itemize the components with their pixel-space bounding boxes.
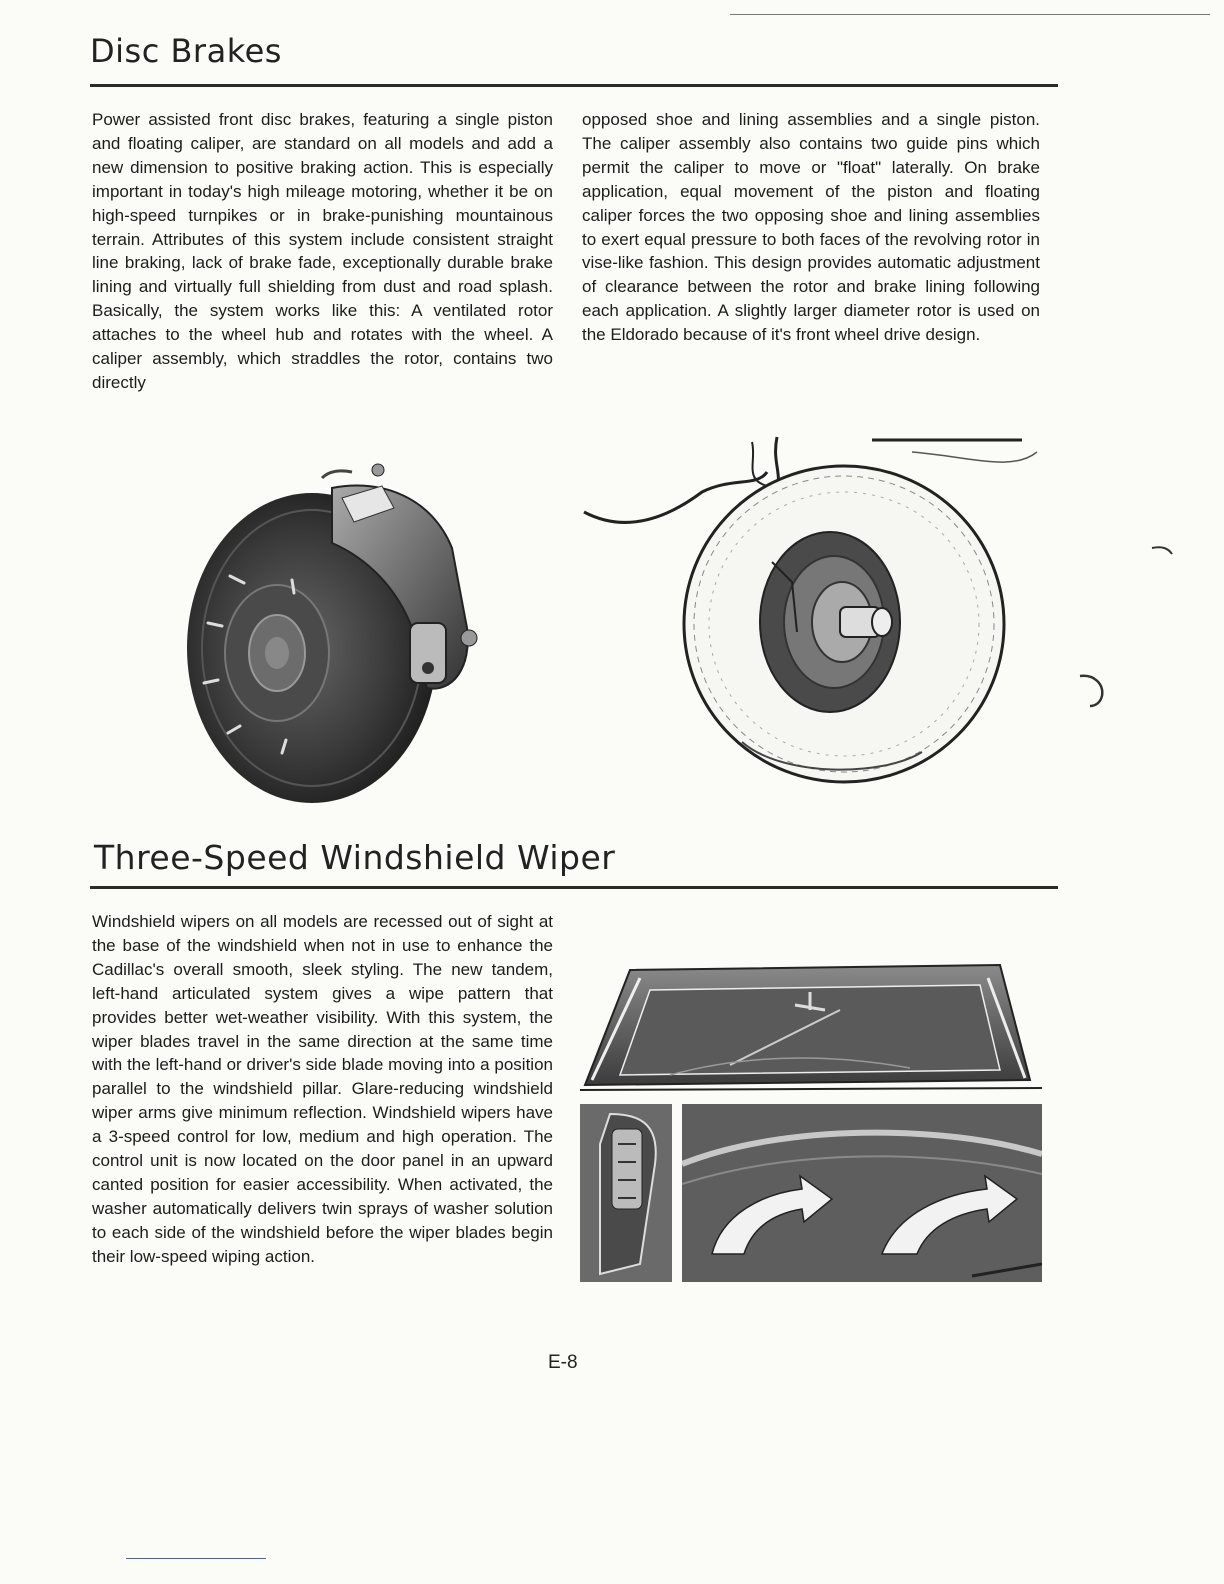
windshield-wiper-photo: [580, 950, 1042, 1098]
scan-mark: [1076, 670, 1116, 710]
section-rule: [90, 886, 1058, 889]
scan-mark: [1150, 540, 1180, 570]
section-rule: [90, 84, 1058, 87]
wiper-heading: Three-Speed Windshield Wiper: [94, 838, 616, 877]
page-number: E-8: [548, 1352, 578, 1373]
scan-edge-line: [126, 1558, 266, 1559]
disc-brakes-text-right: opposed shoe and lining assemblies and a single piston. The caliper assembly also contains two guide pins which permit the caliper to move or "float" laterally. On brake application, equal movement of the piston and floating caliper forces the two opposing shoe and lining assemblies to exert equal pressure to both faces of the revolving rotor in vise-like fashion. This design provides automatic adjustment of clearance between the rotor and brake lining following each application. A slightly larger diameter rotor is used on the Eldorado because of it's front wheel drive design.: [582, 110, 1040, 345]
wipe-pattern-arrows-photo: [682, 1104, 1042, 1282]
wiper-text: Windshield wipers on all models are recessed out of sight at the base of the windshield when not in use to enhance the Cadillac's overall smooth, sleek styling. The new tandem, left-hand articulated system gives a wipe pattern that provides better wet-weather visibility. With this system, the wiper blades travel in the same direction at the same time with the left-hand or driver's side blade moving into a position parallel to the windshield pillar. Glare-reducing windshield wiper arms give minimum reflection. Windshield wipers have a 3-speed control for low, medium and high operation. The control unit is now located on the door panel in an upward canted position for easier accessibility. When activated, the washer automatically delivers twin sprays of washer solution to each side of the windshield before the wiper blades begin their low-speed wiping action.: [92, 912, 553, 1266]
door-panel-wiper-control-photo: [580, 1104, 672, 1282]
scan-edge-line: [730, 14, 1210, 15]
disc-brakes-text-left: Power assisted front disc brakes, featuring a single piston and floating caliper, are standard on all models and add a new dimension to positive braking action. This is especially important in today's high mileage motoring, whether it be on high-speed turnpikes or in brake-punishing mountainous terrain. Attributes of this system include consistent straight line braking, lack of brake fade, exceptionally durable brake lining and virtually full shielding from dust and road splash. Basically, the system works like this: A ventilated rotor attaches to the wheel hub and rotates with the wheel. A caliper assembly, which straddles the rotor, contains two directly: [92, 110, 553, 392]
disc-brake-caliper-photo: [182, 448, 482, 808]
wheel-disc-brake-illustration: [582, 432, 1044, 784]
disc-brakes-heading: Disc Brakes: [90, 32, 282, 70]
